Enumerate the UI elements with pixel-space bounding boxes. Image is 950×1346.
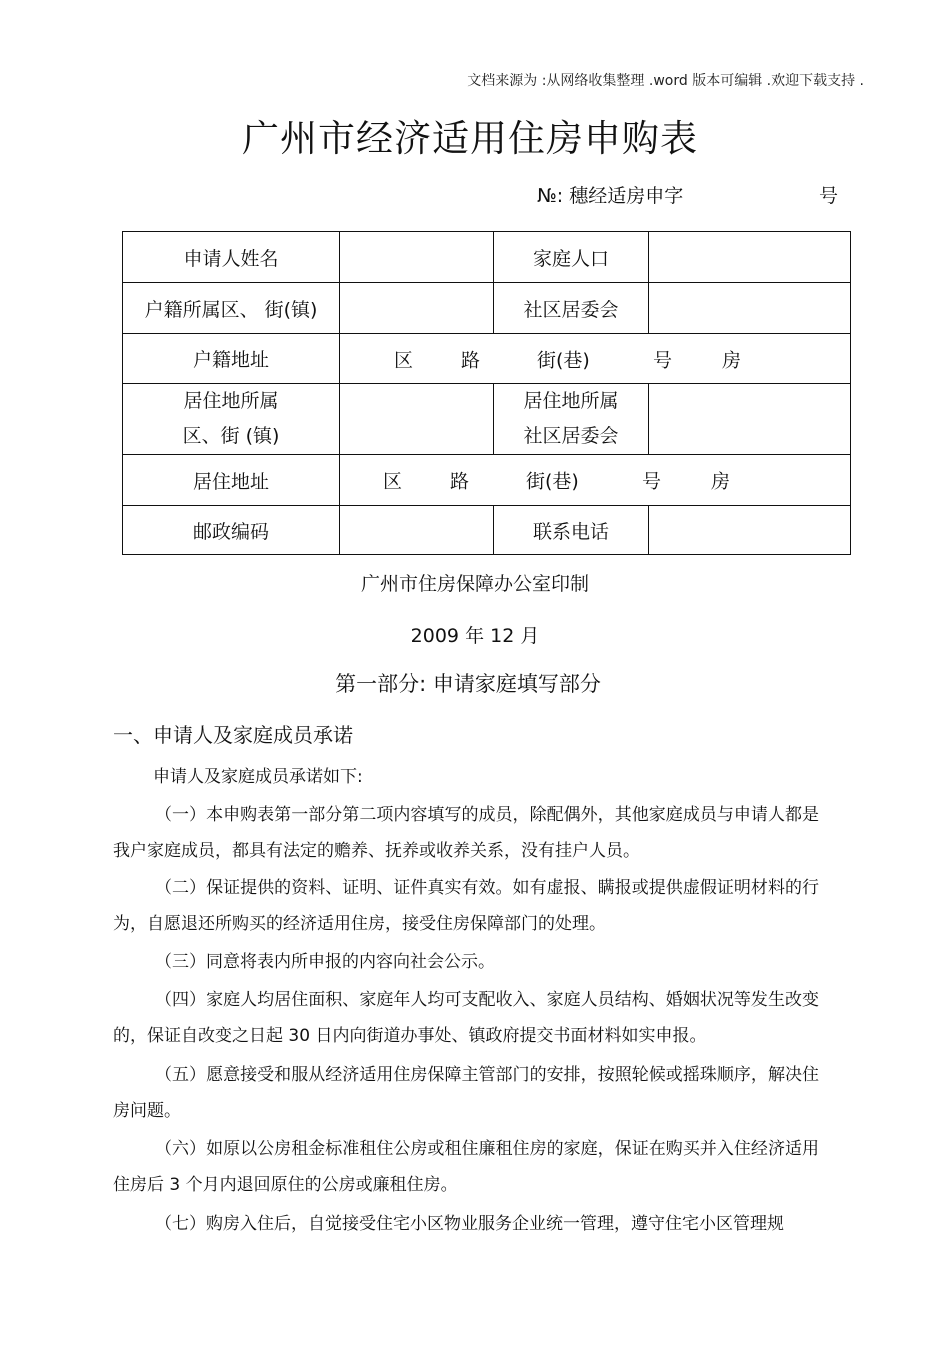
residence-district-field[interactable] (340, 384, 494, 455)
application-number-suffix: 号 (819, 185, 839, 207)
commitment-item-7: （七）购房入住后，自觉接受住宅小区物业服务企业统一管理，遵守住宅小区管理规 (155, 1214, 784, 1234)
commitment-item-6: （六）如原以公房租金标准租住公房或租住廉租住房的家庭，保证在购买并入住经济适用住房后 3 个月内退回原住的公房或廉租住房。 (113, 1139, 819, 1195)
residence-committee-field[interactable] (649, 384, 851, 455)
form-row-applicant (123, 232, 851, 283)
commitment-item-2: （二）保证提供的资料、证明、证件真实有效。如有虚报、瞒报或提供虚假证明材料的行为，自愿退还所购买的经济适用住房，接受住房保障部门的处理。 (113, 878, 819, 934)
commitment-item-5: （五）愿意接受和服从经济适用住房保障主管部门的安排，按照轮候或摇珠顺序，解决住房问题。 (113, 1065, 819, 1121)
address-street-unit: 街(巷) (537, 349, 590, 371)
printer-line: 广州市住房保障办公室印制 (360, 573, 589, 595)
household-size-label: 家庭人口 (494, 232, 649, 283)
commitment-item-4: （四）家庭人均居住面积、家庭年人均可支配收入、家庭人员结构、婚姻状况等发生改变的，保证自改变之日起 30 日内向街道办事处、镇政府提交书面材料如实申报。 (113, 990, 819, 1046)
form-row-residence-address (123, 455, 851, 506)
phone-label: 联系电话 (494, 506, 649, 555)
header-note: 文档来源为 :从网络收集整理 .word 版本可编辑 .欢迎下载支持 . (467, 73, 864, 89)
postal-code-field[interactable] (340, 506, 494, 555)
section-one-heading: 一、申请人及家庭成员承诺 (113, 723, 353, 747)
commitment-item-1: （一）本申购表第一部分第二项内容填写的成员，除配偶外，其他家庭成员与申请人都是我户家庭成员，都具有法定的赡养、抚养或收养关系，没有挂户人员。 (113, 805, 819, 861)
application-form-table (122, 231, 851, 555)
print-date: 2009 年 12 月 (410, 625, 540, 647)
address-road-unit: 路 (461, 349, 481, 371)
residence-district-label: 居住地所属 区、街 (镇) (123, 384, 340, 455)
address-district-unit: 区 (394, 349, 414, 371)
household-size-field[interactable] (649, 232, 851, 283)
address-road-unit: 路 (450, 470, 470, 493)
address-district-unit: 区 (383, 470, 403, 493)
form-row-hukou-address (123, 334, 851, 384)
form-row-contact (123, 506, 851, 555)
address-room-unit: 房 (722, 349, 742, 371)
form-row-hukou-district (123, 283, 851, 334)
application-number-label: №: 穗经适房申字 (537, 185, 684, 207)
commitment-item-3: （三）同意将表内所申报的内容向社会公示。 (155, 952, 495, 972)
address-street-unit: 街(巷) (526, 470, 579, 493)
hukou-district-field[interactable] (340, 283, 494, 334)
residence-address-label: 居住地址 (123, 455, 340, 506)
address-room-unit: 房 (711, 470, 731, 493)
hukou-address-field[interactable] (340, 334, 851, 384)
applicant-name-field[interactable] (340, 232, 494, 283)
postal-code-label: 邮政编码 (123, 506, 340, 555)
community-committee-field[interactable] (649, 283, 851, 334)
part-one-heading: 第一部分: 申请家庭填写部分 (335, 672, 601, 696)
phone-field[interactable] (649, 506, 851, 555)
hukou-address-label: 户籍地址 (123, 334, 340, 384)
address-number-unit: 号 (653, 349, 673, 371)
form-row-residence-district (123, 384, 851, 455)
hukou-district-label: 户籍所属区、 街(镇) (123, 283, 340, 334)
document-title: 广州市经济适用住房申购表 (242, 117, 698, 160)
community-committee-label: 社区居委会 (494, 283, 649, 334)
commitment-intro: 申请人及家庭成员承诺如下: (153, 767, 363, 787)
address-number-unit: 号 (642, 470, 662, 493)
residence-address-field[interactable] (340, 455, 851, 506)
residence-committee-label: 居住地所属 社区居委会 (494, 384, 649, 455)
applicant-name-label: 申请人姓名 (123, 232, 340, 283)
